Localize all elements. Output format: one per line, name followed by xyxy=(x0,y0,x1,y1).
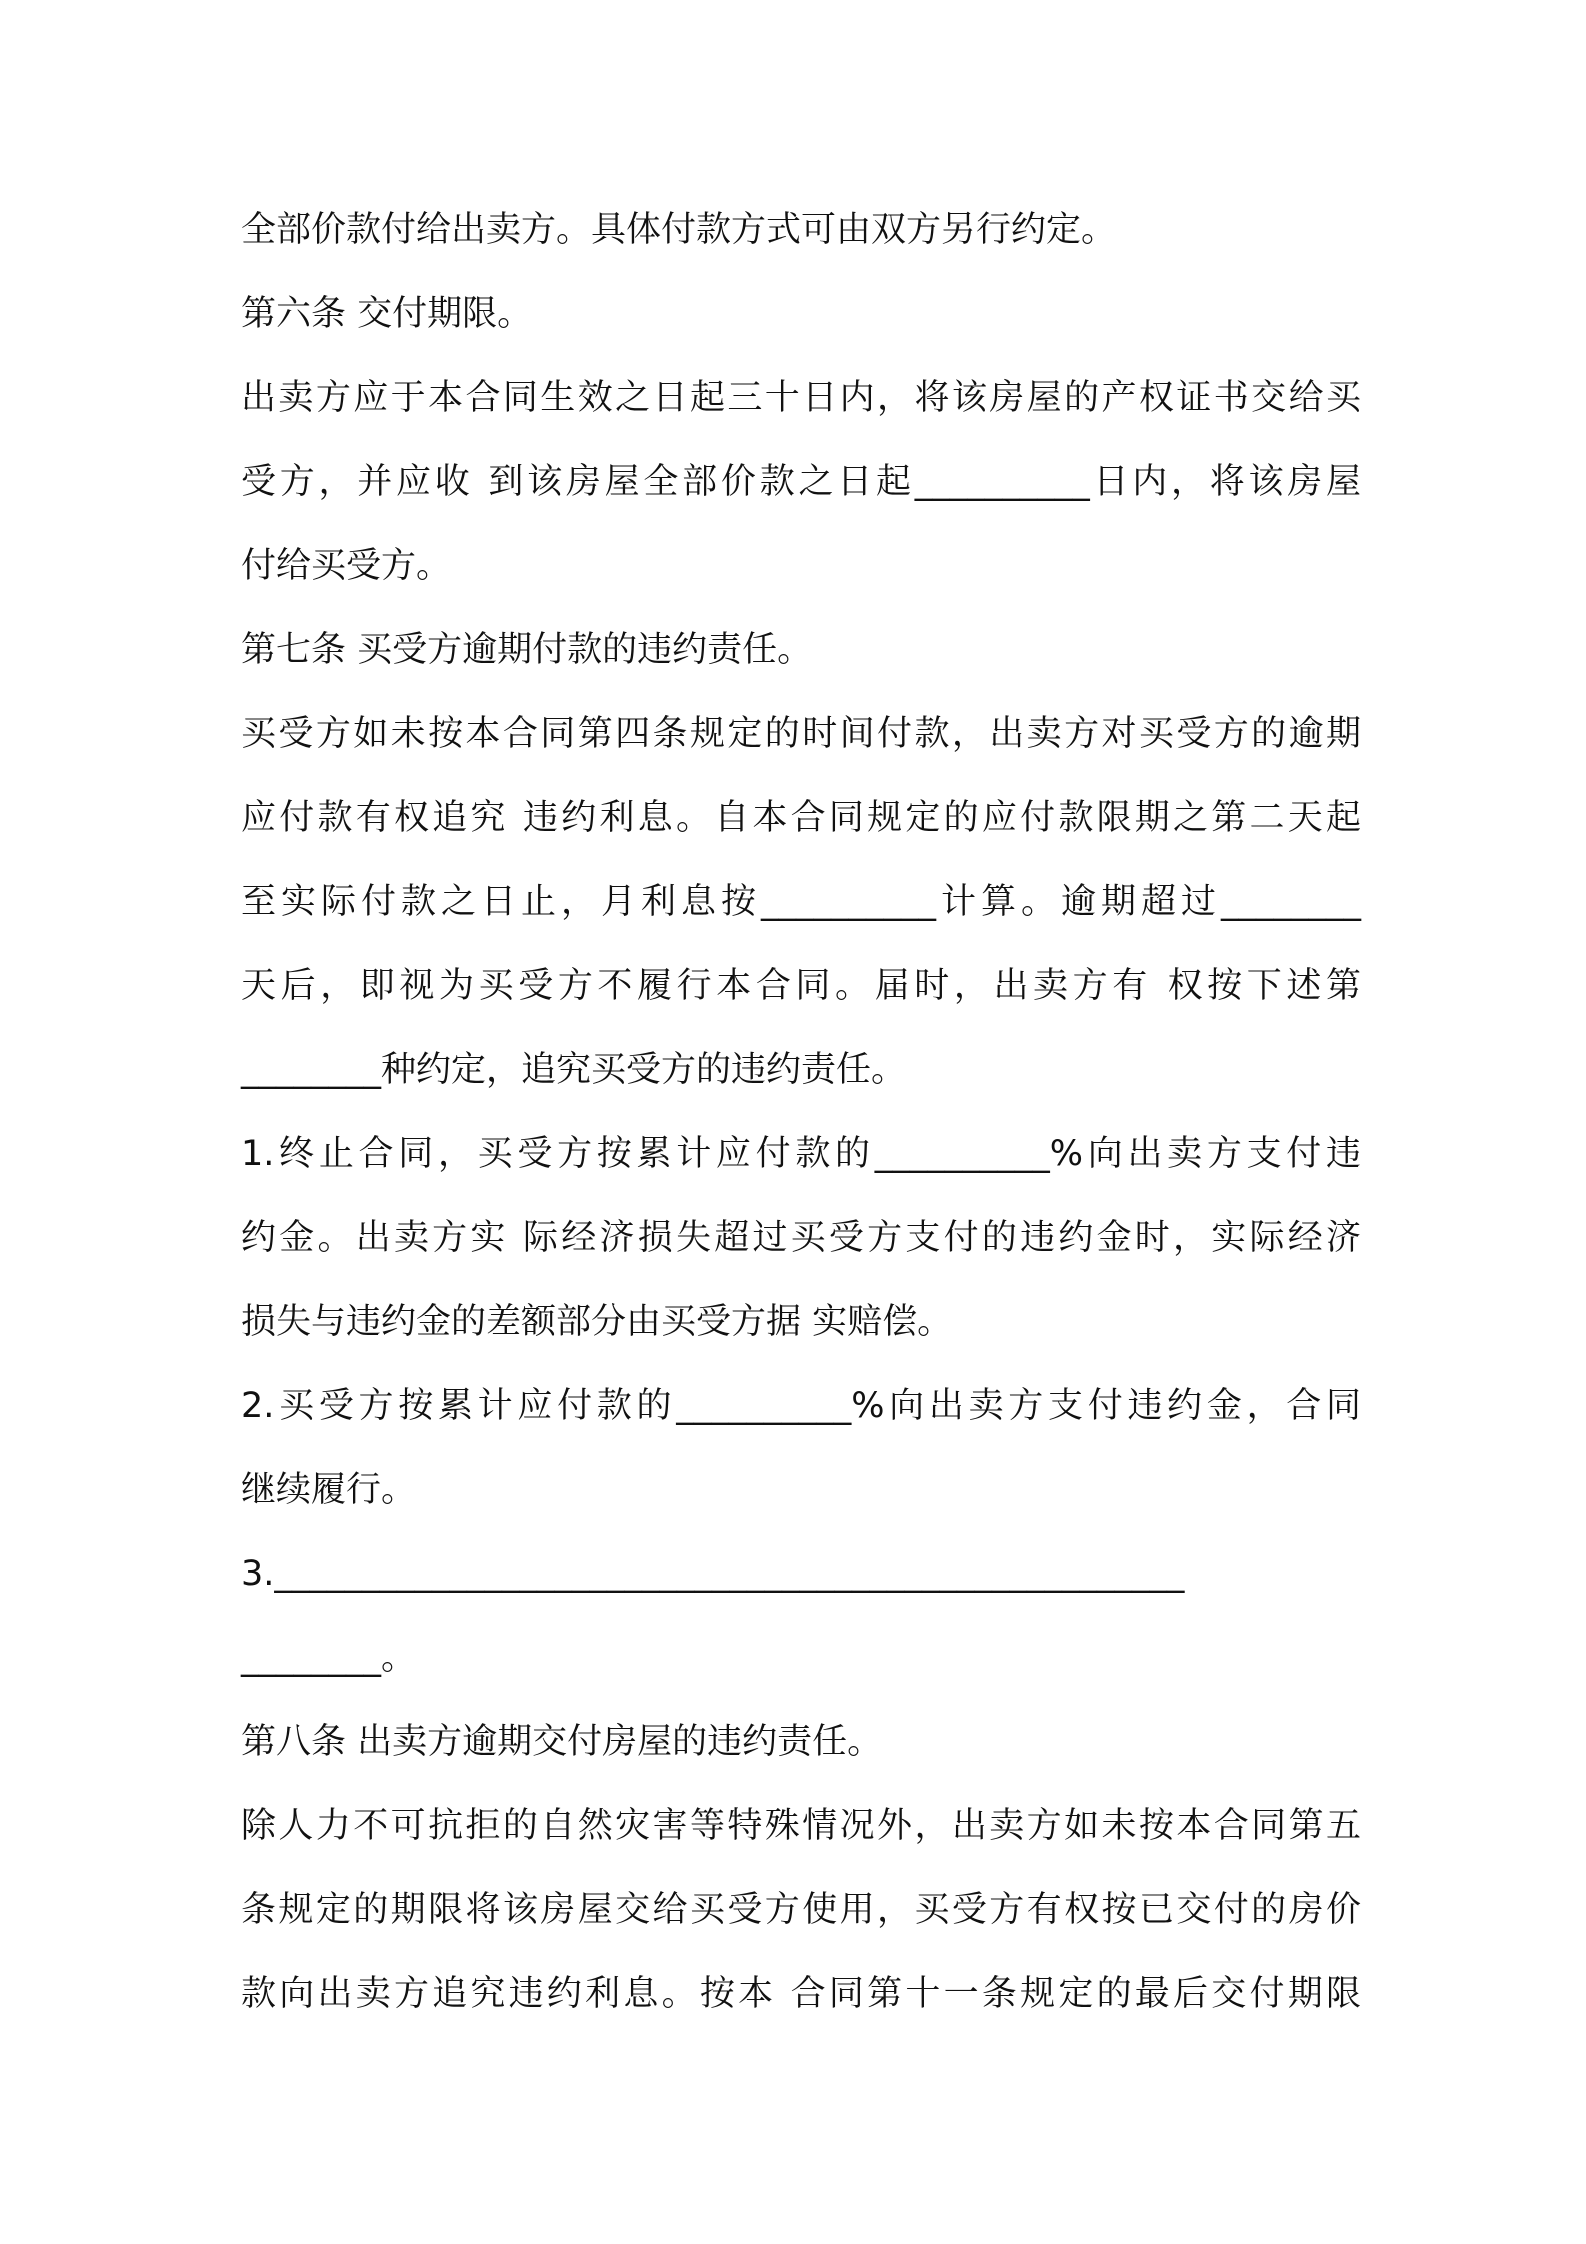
article-8-heading: 第八条 出卖方逾期交付房屋的违约责任。 xyxy=(241,1722,883,1762)
text-line: 约金。出卖方实 际经济损失超过买受方支付的违约金时，实际经济 xyxy=(241,1218,1361,1258)
text-line: 2.买受方按累计应付款的__________%向出卖方支付违约金，合同 xyxy=(241,1386,1361,1426)
text-line: 除人力不可抗拒的自然灾害等特殊情况外，出卖方如未按本合同第五 xyxy=(241,1806,1361,1846)
text-line: 款向出卖方追究违约利息。按本 合同第十一条规定的最后交付期限 xyxy=(241,1974,1361,2014)
text-line: 条规定的期限将该房屋交给买受方使用，买受方有权按已交付的房价 xyxy=(241,1890,1361,1930)
text-line: 继续履行。 xyxy=(241,1470,417,1510)
text-line: 买受方如未按本合同第四条规定的时间付款，出卖方对买受方的逾期 xyxy=(241,714,1361,754)
text-line: 全部价款付给出卖方。具体付款方式可由双方另行约定。 xyxy=(241,210,1117,250)
text-line: ________种约定，追究买受方的违约责任。 xyxy=(241,1050,907,1090)
text-line: 1.终止合同，买受方按累计应付款的__________%向出卖方支付违 xyxy=(241,1134,1361,1174)
text-line: 损失与违约金的差额部分由买受方据 实赔偿。 xyxy=(241,1302,953,1342)
blank-fill-line: ________。 xyxy=(241,1638,417,1678)
text-line: 应付款有权追究 违约利息。自本合同规定的应付款限期之第二天起 xyxy=(241,798,1361,838)
article-7-heading: 第七条 买受方逾期付款的违约责任。 xyxy=(241,630,813,670)
text-line: 天后，即视为买受方不履行本合同。届时，出卖方有 权按下述第 xyxy=(241,966,1361,1006)
article-6-heading: 第六条 交付期限。 xyxy=(241,294,533,334)
text-line: 受方，并应收 到该房屋全部价款之日起__________日内，将该房屋 xyxy=(241,462,1361,502)
blank-fill-line: 3.____________________________________________________ xyxy=(241,1554,1185,1594)
text-line: 至实际付款之日止，月利息按__________计算。逾期超过________ xyxy=(241,882,1361,922)
text-line: 付给买受方。 xyxy=(241,546,452,586)
text-line: 出卖方应于本合同生效之日起三十日内，将该房屋的产权证书交给买 xyxy=(241,378,1361,418)
